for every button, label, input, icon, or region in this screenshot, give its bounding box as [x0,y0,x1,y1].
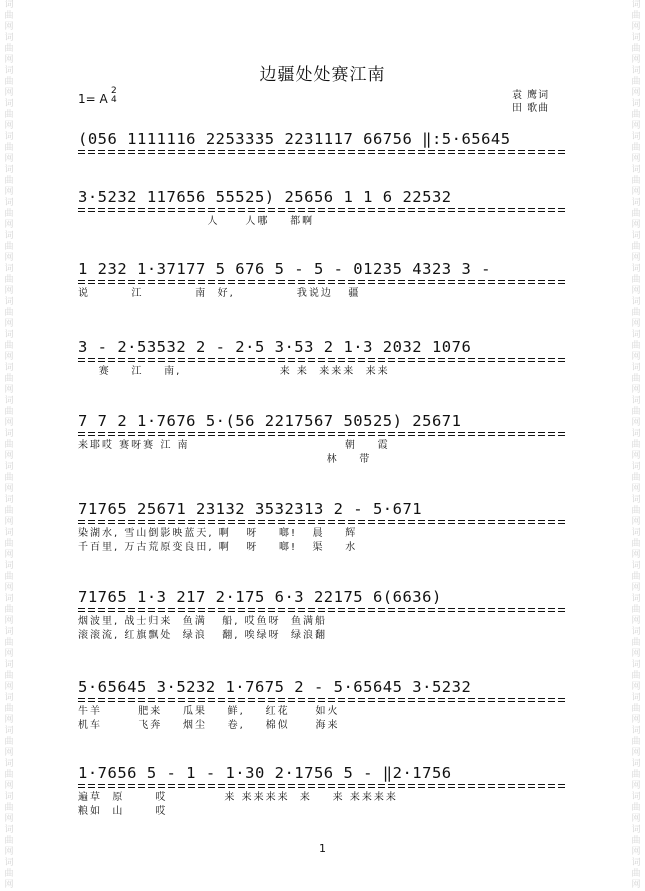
note-line: 1 232 1·37177 5 676 5 - 5 - 01235 4323 3 - [78,260,491,278]
beam-underline [78,784,568,790]
beam-underline [78,280,568,286]
lyric-line: 烟波里, 战士归来 鱼满 船, 哎鱼呀 鱼满船 [78,616,327,627]
lyric-line: 染湖水, 雪山倒影映蓝天, 啊 呀 啷! 晨 辉 [78,528,358,539]
lyric-line: 遍草 原 哎 来 来来来来 来 来 来来来来 [78,792,398,803]
beam-underline [78,208,568,214]
score-system [78,586,568,642]
score-system [78,258,568,300]
lyric-line: 机车 飞奔 烟尘 卷, 棉似 海来 [78,720,340,731]
beam-underline [78,520,568,526]
note-line: 3 - 2·53532 2 - 2·5 3·53 2 1·3 2032 1076 [78,338,472,356]
lyric-line: 千百里, 万古荒原变良田, 啊 呀 啷! 渠 水 [78,542,358,553]
lyric-line: 人 人哪 都啊 [78,216,315,227]
lyric-line: 来耶哎 赛呀赛 江 南 朝 霞 [78,440,390,451]
note-line: 1·7656 5 - 1 - 1·30 2·1756 5 - ‖2·1756 [78,764,452,782]
score-system [78,762,568,818]
song-title: 边疆处处赛江南 [259,65,386,85]
watermark-left: 词曲网词曲网词曲网词曲网词曲网词曲网词曲网词曲网词曲网词曲网词曲网词曲网词曲网词曲网词曲网词曲网词曲网词曲网词曲网词曲网词曲网词曲网词曲网词曲网词曲网词曲网词曲网 [4,0,14,890]
note-line: 3·5232 117656 55525) 25656 1 1 6 22532 [78,188,452,206]
note-line: 5·65645 3·5232 1·7675 2 - 5·65645 3·5232 [78,678,472,696]
lyric-line: 牛羊 肥来 瓜果 鲜, 红花 如火 [78,706,340,717]
lyricist-credit: 袁 鹰词 [512,90,550,101]
meter-bottom: 4 [111,95,117,105]
beam-underline [78,432,568,438]
beam-underline [78,698,568,704]
lyric-line: 林 带 [78,454,372,465]
composer-credit: 田 歌曲 [512,103,550,114]
time-signature [111,87,117,105]
page-number: 1 [319,842,326,855]
score-system [78,128,568,156]
score-system [78,336,568,378]
beam-underline [78,358,568,364]
note-line: 71765 1·3 217 2·175 6·3 22175 6(6636) [78,588,442,606]
score-system [78,410,568,466]
lyric-line: 说 江 南 好, 我说边 疆 [78,288,361,299]
note-line: (056 1111116 2253335 2231117 66756 ‖:5·65645 [78,130,511,148]
score-system [78,676,568,732]
lyric-line: 滚滚流, 红旗飘处 绿浪 翻, 唉绿呀 绿浪翻 [78,630,327,641]
score-system [78,498,568,554]
lyric-line: 赛 江 南, 来 来 来来来 来来 [78,366,390,377]
beam-underline [78,150,568,156]
score-system [78,186,568,228]
meter-top: 2 [111,86,117,96]
key-signature: 1= A [78,92,108,106]
note-line: 71765 25671 23132 3532313 2 - 5·671 [78,500,423,518]
lyric-line: 粮如 山 哎 [78,806,168,817]
beam-underline [78,608,568,614]
note-line: 7 7 2 1·7676 5·(56 2217567 50525) 25671 [78,412,462,430]
watermark-right: 词曲网词曲网词曲网词曲网词曲网词曲网词曲网词曲网词曲网词曲网词曲网词曲网词曲网词曲网词曲网词曲网词曲网词曲网词曲网词曲网词曲网词曲网词曲网词曲网词曲网词曲网词曲网 [631,0,641,890]
